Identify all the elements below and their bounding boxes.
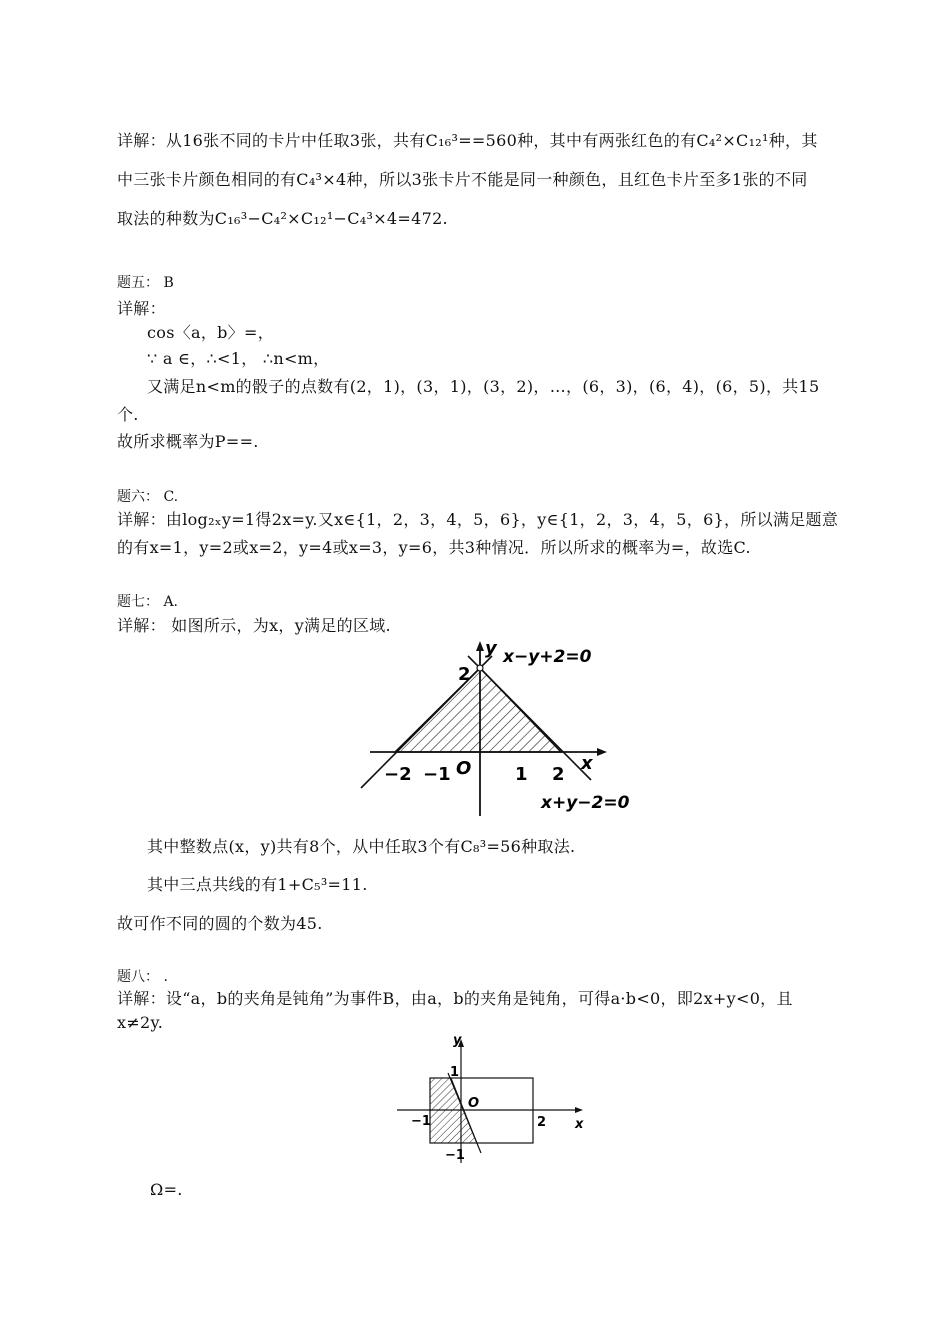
x-tick-minus-2: −2 <box>384 764 412 785</box>
q5-line-5: 故所求概率为P==. <box>117 432 259 451</box>
q7-title: 题七： A. <box>117 594 179 610</box>
q8-line-1: 详解：设“a，b的夹角是钝角”为事件B，由a，b的夹角是钝角，可得a·b<0，即2x+y<0，且 <box>117 989 793 1008</box>
y-tick-1: 1 <box>450 1065 460 1080</box>
q8-title: 题八： . <box>117 969 168 985</box>
q7-line-3: 其中三点共线的有1+C₅³=11. <box>147 875 368 894</box>
y-tick-minus-1: −1 <box>445 1148 465 1163</box>
y-axis-label: y <box>485 638 497 659</box>
q6-line-1: 详解：由log₂ₓy=1得2x=y.又x∈{1，2，3，4，5，6}，y∈{1，2，3，4，5，6}，所以满足题意 <box>117 510 839 529</box>
q7-line-2: 其中整数点(x，y)共有8个，从中任取3个有C₈³=56种取法. <box>147 837 576 856</box>
x-tick-minus-1: −1 <box>423 764 451 785</box>
q5-line-1: cos〈a，b〉=， <box>147 323 274 342</box>
q5-line-3: 又满足n<m的骰子的点数有(2，1)，(3，1)，(3，2)，…，(6，3)，(6，4)，(6，5)，共15 <box>147 377 820 396</box>
eq-line-1: x−y+2=0 <box>503 647 592 667</box>
q7-line-4: 故可作不同的圆的个数为45. <box>117 914 323 933</box>
vertex-point <box>477 665 483 671</box>
q5-line-2: ∵ a ∈，∴<1， ∴n<m， <box>147 349 330 368</box>
q5-detail-label: 详解： <box>117 299 166 318</box>
intro-line-2: 中三张卡片颜色相同的有C₄³×4种，所以3张卡片不能是同一种颜色，且红色卡片至多1张的不同 <box>117 170 808 189</box>
q7-region-figure <box>355 638 635 818</box>
x-tick-1: 1 <box>515 764 528 785</box>
origin-label: O <box>468 1096 480 1111</box>
x-tick-minus-1: −1 <box>411 1114 431 1129</box>
q8-line-2: x≠2y. <box>117 1013 164 1032</box>
origin-label: O <box>456 758 472 779</box>
q5-title: 题五： B <box>117 275 174 291</box>
q5-line-4: 个. <box>117 405 139 424</box>
y-axis-label: y <box>453 1033 462 1048</box>
x-axis-label: x <box>581 753 593 774</box>
x-tick-2: 2 <box>537 1115 547 1130</box>
q7-line-1: 详解： 如图所示，为x，y满足的区域. <box>117 616 391 635</box>
y-axis-arrow <box>476 641 484 651</box>
q6-line-2: 的有x=1，y=2或x=2，y=4或x=3，y=6，共3种情况．所以所求的概率为=，故选C. <box>117 538 751 557</box>
eq-line-2: x+y−2=0 <box>541 793 630 813</box>
intro-line-1: 详解：从16张不同的卡片中任取3张，共有C₁₆³==560种，其中有两张红色的有C₄²×C₁₂¹种，其 <box>117 131 818 150</box>
x-tick-2: 2 <box>552 764 565 785</box>
x-axis-arrow <box>575 1107 583 1113</box>
q8-region-figure <box>395 1033 590 1168</box>
q6-title: 题六： C. <box>117 489 179 505</box>
y-tick-2: 2 <box>458 664 471 685</box>
x-axis-label: x <box>575 1117 584 1132</box>
q8-line-3: Ω=. <box>150 1180 183 1199</box>
shaded-region <box>395 668 561 752</box>
x-axis-arrow <box>597 748 607 756</box>
intro-line-3: 取法的种数为C₁₆³−C₄²×C₁₂¹−C₄³×4=472. <box>117 209 448 228</box>
